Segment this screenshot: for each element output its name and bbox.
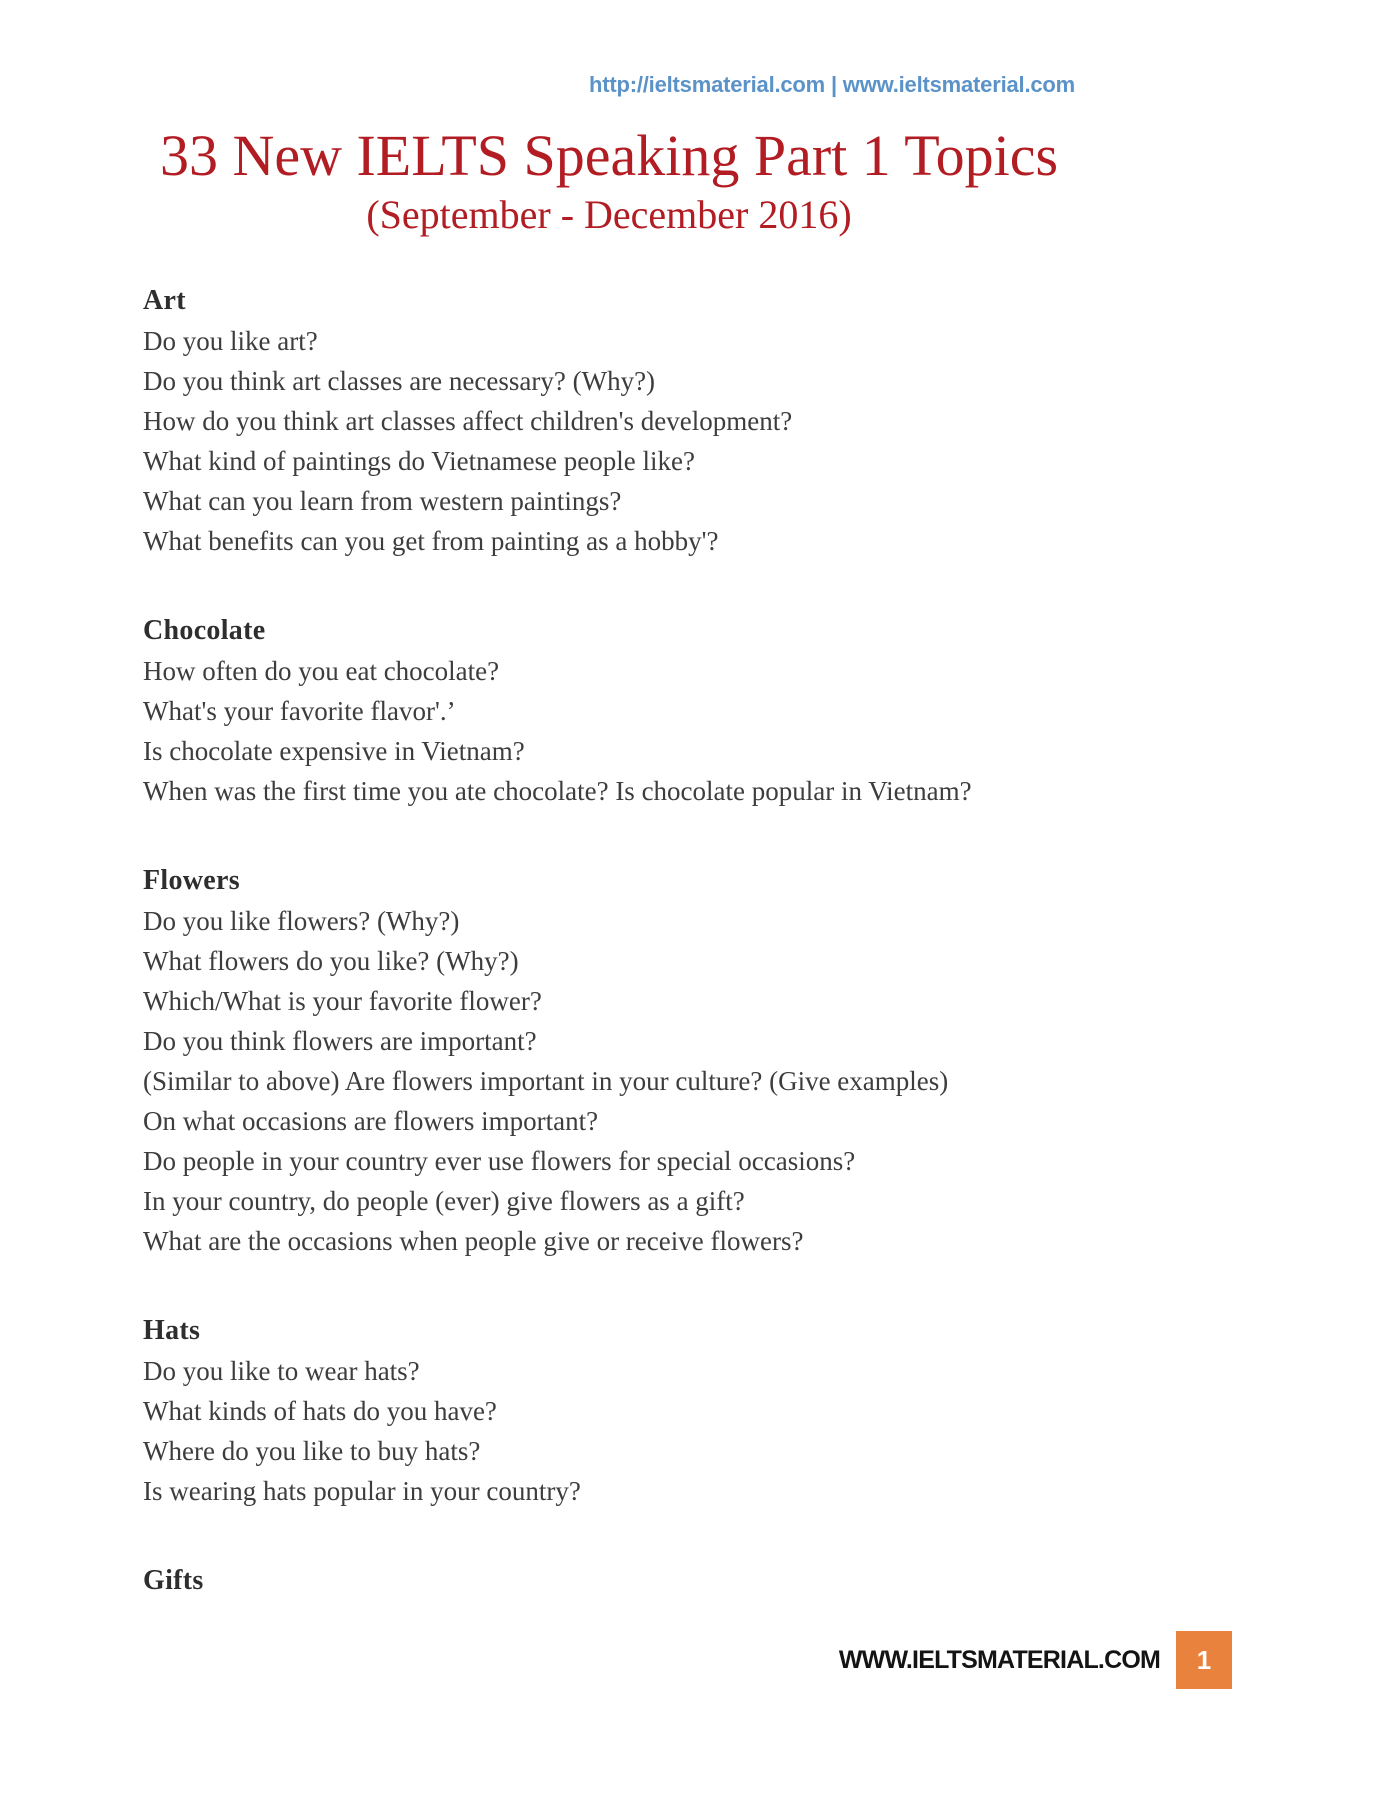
question-line: What are the occasions when people give or receive flowers? (143, 1225, 804, 1256)
section-heading: Flowers (143, 864, 240, 896)
question-line: (Similar to above) Are flowers important in your culture? (Give examples) (143, 1065, 949, 1096)
page-subtitle: (September - December 2016) (366, 191, 852, 237)
question-line: What can you learn from western paintings? (143, 485, 622, 516)
question-line: How do you think art classes affect children's development? (143, 405, 793, 436)
question-line: What kinds of hats do you have? (143, 1395, 497, 1426)
title-block (0, 124, 1391, 239)
question-line: When was the first time you ate chocolate? Is chocolate popular in Vietnam? (143, 775, 972, 806)
document-body (143, 281, 1075, 1601)
section-heading: Chocolate (143, 614, 266, 646)
question-line: Where do you like to buy hats? (143, 1435, 481, 1466)
page-title: 33 New IELTS Speaking Part 1 Topics (159, 123, 1059, 188)
question-line: Do you like art? (143, 325, 318, 356)
question-line: Do people in your country ever use flowers for special occasions? (143, 1145, 856, 1176)
question-line: In your country, do people (ever) give flowers as a gift? (143, 1185, 745, 1216)
question-line: What's your favorite flavor'.’ (143, 695, 456, 726)
question-line: Do you think flowers are important? (143, 1025, 537, 1056)
question-line: Is wearing hats popular in your country? (143, 1475, 581, 1506)
question-line: Do you like to wear hats? (143, 1355, 420, 1386)
question-line: Which/What is your favorite flower? (143, 985, 542, 1016)
question-line: On what occasions are flowers important? (143, 1105, 599, 1136)
question-line: Do you think art classes are necessary? (Why?) (143, 365, 656, 396)
question-line: What benefits can you get from painting as a hobby'? (143, 525, 719, 556)
page-footer (839, 1631, 1232, 1689)
question-line: Is chocolate expensive in Vietnam? (143, 735, 525, 766)
topic-section (143, 861, 1075, 1261)
page-number-badge: 1 (1176, 1631, 1232, 1689)
topic-section (143, 611, 1075, 811)
page-header (0, 0, 1391, 98)
section-heading: Gifts (143, 1564, 204, 1596)
topic-section (143, 1561, 1075, 1601)
header-link[interactable]: http://ieltsmaterial.com | www.ieltsmaterial.com (589, 72, 1075, 97)
question-line: How often do you eat chocolate? (143, 655, 500, 686)
topic-section (143, 1311, 1075, 1511)
section-heading: Art (143, 284, 186, 316)
footer-site-text: WWW.IELTSMATERIAL.COM (838, 1645, 1160, 1674)
question-line: What kind of paintings do Vietnamese people like? (143, 445, 695, 476)
section-heading: Hats (143, 1314, 201, 1346)
question-line: Do you like flowers? (Why?) (143, 905, 460, 936)
topic-section (143, 281, 1075, 561)
question-line: What flowers do you like? (Why?) (143, 945, 519, 976)
